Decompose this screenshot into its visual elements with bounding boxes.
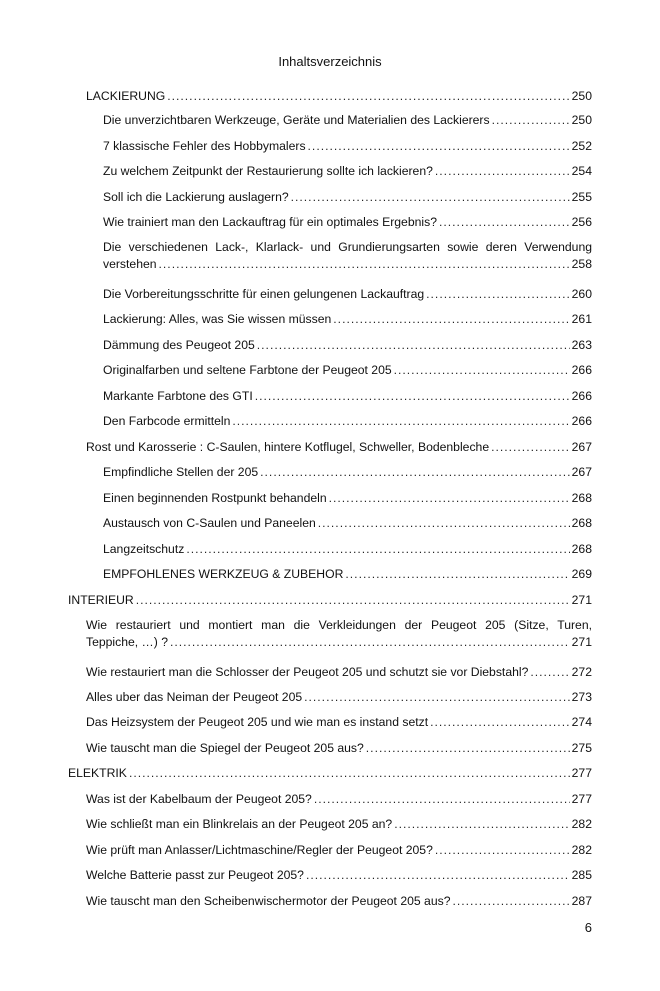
- toc-entry[interactable]: [103, 189, 592, 206]
- page-header: Inhaltsverzeichnis: [278, 54, 382, 69]
- toc-entry[interactable]: [68, 592, 592, 609]
- leader-dots: [257, 337, 570, 354]
- toc-page-number: 250: [571, 113, 592, 127]
- toc-entry-title: 7 klassische Fehler des Hobbymalers: [103, 139, 306, 153]
- toc-entry-title: Markante Farbtone des GTI: [103, 389, 253, 403]
- toc-entry[interactable]: [86, 689, 592, 706]
- toc-page-number: 266: [571, 414, 592, 428]
- toc-entry-title-continued: verstehen: [103, 257, 157, 271]
- toc-entry[interactable]: [103, 362, 592, 379]
- toc-page-number: 274: [571, 715, 592, 729]
- leader-dots: [439, 214, 570, 231]
- toc-entry[interactable]: [103, 337, 592, 354]
- toc-entry-title: Wie restauriert und montiert man die Verkleidungen der Peugeot 205 (Sitze, Turen,: [86, 618, 592, 632]
- toc-page-number: 256: [571, 215, 592, 229]
- toc-page-number: 271: [571, 593, 592, 607]
- toc-page-number: 261: [571, 312, 592, 326]
- toc-page-number: 252: [571, 139, 592, 153]
- toc-entry[interactable]: [86, 664, 592, 681]
- leader-dots: [366, 740, 570, 757]
- toc-page-number: 263: [571, 338, 592, 352]
- toc-entry[interactable]: [103, 239, 592, 273]
- toc-entry[interactable]: [103, 413, 592, 430]
- toc-entry-title: Alles uber das Neiman der Peugeot 205: [86, 690, 303, 704]
- toc-entry-title: Wie prüft man Anlasser/Lichtmaschine/Regler der Peugeot 205?: [86, 843, 433, 857]
- toc-entry-title: Soll ich die Lackierung auslagern?: [103, 190, 289, 204]
- toc-entry-title: Welche Batterie passt zur Peugeot 205?: [86, 868, 304, 882]
- toc-entry[interactable]: [103, 138, 592, 155]
- leader-dots: [314, 791, 570, 808]
- leader-dots: [345, 566, 569, 583]
- toc-entry-title: Wie restauriert man die Schlosser der Peugeot 205 und schutzt sie vor Diebstahl?: [86, 665, 529, 679]
- toc-page-number: 282: [571, 843, 592, 857]
- leader-dots: [308, 138, 570, 155]
- leader-dots: [329, 490, 570, 507]
- leader-dots: [491, 439, 570, 456]
- toc-page-number: 271: [571, 635, 592, 649]
- page-number: 6: [584, 920, 592, 935]
- toc-entry-title-continued: Teppiche, …) ?: [86, 635, 168, 649]
- toc-page-number: 275: [571, 741, 592, 755]
- toc-entry[interactable]: [103, 566, 592, 583]
- toc-entry[interactable]: [103, 311, 592, 328]
- toc-page-number: 266: [571, 389, 592, 403]
- toc-page-number: 273: [571, 690, 592, 704]
- toc-entry[interactable]: [103, 541, 592, 558]
- toc-page-number: 277: [571, 792, 592, 806]
- leader-dots: [394, 816, 569, 833]
- leader-dots: [291, 189, 570, 206]
- toc-page-number: 250: [571, 89, 592, 103]
- toc-page-number: 266: [571, 363, 592, 377]
- toc-entry-title: Einen beginnenden Rostpunkt behandeln: [103, 491, 327, 505]
- toc-entry-title: Die verschiedenen Lack-, Klarlack- und Grundierungsarten sowie deren Verwendung: [103, 240, 592, 254]
- toc-entry-title: Das Heizsystem der Peugeot 205 und wie man es instand setzt: [86, 715, 429, 729]
- toc-entry[interactable]: [86, 617, 592, 651]
- leader-dots: [129, 765, 570, 782]
- leader-dots: [430, 714, 570, 731]
- leader-dots: [232, 413, 569, 430]
- leader-dots: [186, 541, 569, 558]
- toc-entry[interactable]: [103, 214, 592, 231]
- toc-entry-title: Originalfarben und seltene Farbtone der Peugeot 205: [103, 363, 392, 377]
- toc-entry-title: ELEKTRIK: [68, 766, 127, 780]
- toc-entry-title: EMPFOHLENES WERKZEUG & ZUBEHOR: [103, 567, 344, 581]
- leader-dots: [492, 112, 570, 129]
- leader-dots: [435, 842, 570, 859]
- toc-entry[interactable]: [86, 816, 592, 833]
- leader-dots: [170, 634, 570, 651]
- toc-entry[interactable]: [103, 112, 592, 129]
- toc-page-number: 285: [571, 868, 592, 882]
- toc-entry[interactable]: [86, 867, 592, 884]
- leader-dots: [159, 256, 570, 273]
- toc-entry-title: Die unverzichtbaren Werkzeuge, Geräte und Materialien des Lackierers: [103, 113, 490, 127]
- leader-dots: [255, 388, 570, 405]
- toc-entry-title: Lackierung: Alles, was Sie wissen müssen: [103, 312, 332, 326]
- toc-entry-title: Wie tauscht man die Spiegel der Peugeot 205 aus?: [86, 741, 364, 755]
- toc-entry[interactable]: [103, 286, 592, 303]
- toc-entry[interactable]: [86, 842, 592, 859]
- toc-entry[interactable]: [103, 163, 592, 180]
- toc-page-number: 267: [571, 465, 592, 479]
- leader-dots: [394, 362, 570, 379]
- toc-entry[interactable]: [86, 88, 592, 105]
- toc-page-number: 268: [571, 516, 592, 530]
- leader-dots: [333, 311, 569, 328]
- toc-entry-title: LACKIERUNG: [86, 89, 166, 103]
- leader-dots: [452, 893, 569, 910]
- toc-entry-title: Dämmung des Peugeot 205: [103, 338, 255, 352]
- toc-entry[interactable]: [86, 714, 592, 731]
- toc-entry[interactable]: [86, 791, 592, 808]
- toc-entry-title: Wie schließt man ein Blinkrelais an der Peugeot 205 an?: [86, 817, 393, 831]
- toc-page-number: 258: [571, 257, 592, 271]
- leader-dots: [426, 286, 570, 303]
- leader-dots: [260, 464, 570, 481]
- toc-entry[interactable]: [68, 765, 592, 782]
- toc-page-number: 269: [571, 567, 592, 581]
- toc-entry-title: Austausch von C-Saulen und Paneelen: [103, 516, 316, 530]
- toc-page-number: 268: [571, 491, 592, 505]
- toc-entry-title: INTERIEUR: [68, 593, 134, 607]
- toc-entry[interactable]: [103, 515, 592, 532]
- toc-entry-title: Rost und Karosserie : C-Saulen, hintere Kotflugel, Schweller, Bodenbleche: [86, 440, 490, 454]
- leader-dots: [306, 867, 570, 884]
- toc-page-number: 277: [571, 766, 592, 780]
- toc-page-number: 287: [571, 894, 592, 908]
- leader-dots: [318, 515, 570, 532]
- toc-page-number: 254: [571, 164, 592, 178]
- leader-dots: [167, 88, 569, 105]
- leader-dots: [435, 163, 570, 180]
- toc-entry-title: Wie trainiert man den Lackauftrag für ein optimales Ergebnis?: [103, 215, 437, 229]
- toc-page-number: 272: [571, 665, 592, 679]
- toc-entry[interactable]: [86, 740, 592, 757]
- leader-dots: [136, 592, 570, 609]
- toc-page-number: 268: [571, 542, 592, 556]
- toc-page-number: 267: [571, 440, 592, 454]
- toc-entry-title: Zu welchem Zeitpunkt der Restaurierung sollte ich lackieren?: [103, 164, 433, 178]
- toc-entry-title: Was ist der Kabelbaum der Peugeot 205?: [86, 792, 312, 806]
- toc-entry-title: Langzeitschutz: [103, 542, 185, 556]
- toc-entry-title: Wie tauscht man den Scheibenwischermotor der Peugeot 205 aus?: [86, 894, 451, 908]
- toc-entry-title: Die Vorbereitungsschritte für einen gelungenen Lackauftrag: [103, 287, 425, 301]
- toc-entry-title: Den Farbcode ermitteln: [103, 414, 231, 428]
- leader-dots: [304, 689, 570, 706]
- toc-entry[interactable]: [103, 490, 592, 507]
- leader-dots: [530, 664, 569, 681]
- toc-page-number: 282: [571, 817, 592, 831]
- toc-page-number: 260: [571, 287, 592, 301]
- toc-entry[interactable]: [86, 439, 592, 456]
- toc-entry-title: Empfindliche Stellen der 205: [103, 465, 259, 479]
- toc-entry[interactable]: [103, 464, 592, 481]
- toc-entry[interactable]: [86, 893, 592, 910]
- toc-page-number: 255: [571, 190, 592, 204]
- toc-entry[interactable]: [103, 388, 592, 405]
